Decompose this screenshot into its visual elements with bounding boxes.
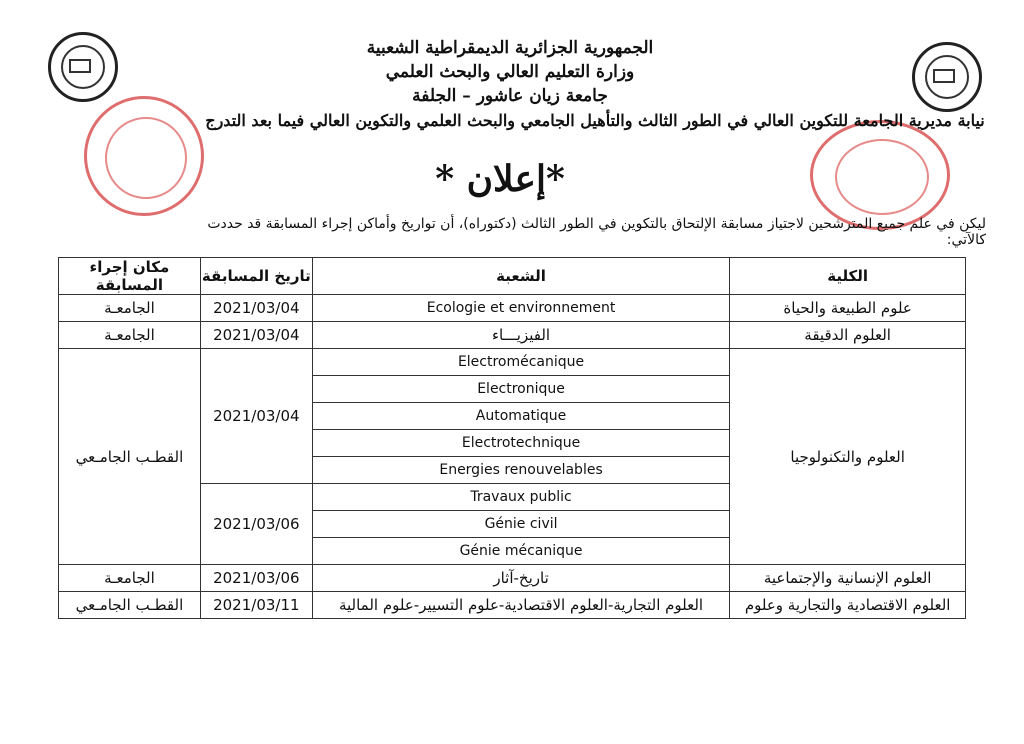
branch-cell: Automatique (312, 403, 729, 430)
table-row (59, 565, 966, 592)
branch-cell: Travaux public (312, 484, 729, 511)
faculty-cell: العلوم الإنسانية والإجتماعية (730, 565, 966, 592)
header-date: تاريخ المسابقة (200, 258, 312, 295)
branch-cell: Electronique (312, 376, 729, 403)
faculty-cell: علوم الطبيعة والحياة (730, 295, 966, 322)
branch-cell: Electromécanique (312, 349, 729, 376)
branch-cell: Génie civil (312, 511, 729, 538)
header-line-ministry: وزارة التعليم العالي والبحث العلمي (385, 62, 635, 82)
date-cell: 2021/03/04 (200, 295, 312, 322)
header-place: مكان إجراء المسابقة (59, 258, 201, 295)
right-stamp-icon (810, 120, 950, 230)
announcement-intro: ليكن في علم جميع المترشحين لاجتياز مسابقة الإلتحاق بالتكوين في الطور الثالث (دكتوراه)، أن تواريخ وأماكن إجراء المسابقة قد حددت كالآتي: (207, 216, 986, 248)
faculty-cell: العلوم الدقيقة (730, 322, 966, 349)
exam-schedule-table (58, 257, 966, 619)
branch-cell: الفيزيـــاء (312, 322, 729, 349)
faculty-cell: العلوم والتكنولوجيا (730, 349, 966, 565)
announcement-title: *إعلان * (435, 158, 565, 200)
place-cell: الجامعـة (59, 295, 201, 322)
place-cell: القطـب الجامـعي (59, 592, 201, 619)
right-university-logo-icon (912, 42, 982, 112)
faculty-cell: العلوم الاقتصادية والتجارية وعلوم (730, 592, 966, 619)
branch-cell: Energies renouvelables (312, 457, 729, 484)
header-faculty: الكلية (730, 258, 966, 295)
table-row (59, 295, 966, 322)
table-row (59, 592, 966, 619)
left-university-logo-icon (48, 32, 118, 102)
date-cell: 2021/03/06 (200, 565, 312, 592)
date-cell: 2021/03/11 (200, 592, 312, 619)
date-cell: 2021/03/04 (200, 349, 312, 484)
date-cell: 2021/03/04 (200, 322, 312, 349)
table-header-row (59, 258, 966, 295)
header-line-university: جامعة زيان عاشور – الجلفة (412, 86, 608, 106)
header-line-republic: الجمهورية الجزائرية الديمقراطية الشعبية (366, 38, 654, 58)
branch-cell: Ecologie et environnement (312, 295, 729, 322)
table-row (59, 349, 966, 376)
place-cell: القطـب الجامـعي (59, 349, 201, 565)
branch-cell: تاريخ-آثار (312, 565, 729, 592)
date-cell: 2021/03/06 (200, 484, 312, 565)
place-cell: الجامعـة (59, 565, 201, 592)
table-row (59, 322, 966, 349)
header-line-vice-rectorate: نيابة مديرية الجامعة للتكوين العالي في الطور الثالث والتأهيل الجامعي والبحث العلمي والتكوين العالي فيما بعد التدرج (205, 111, 985, 130)
branch-cell: Electrotechnique (312, 430, 729, 457)
branch-cell: العلوم التجارية-العلوم الاقتصادية-علوم التسيير-علوم المالية (312, 592, 729, 619)
header-branch: الشعبة (312, 258, 729, 295)
place-cell: الجامعـة (59, 322, 201, 349)
branch-cell: Génie mécanique (312, 538, 729, 565)
